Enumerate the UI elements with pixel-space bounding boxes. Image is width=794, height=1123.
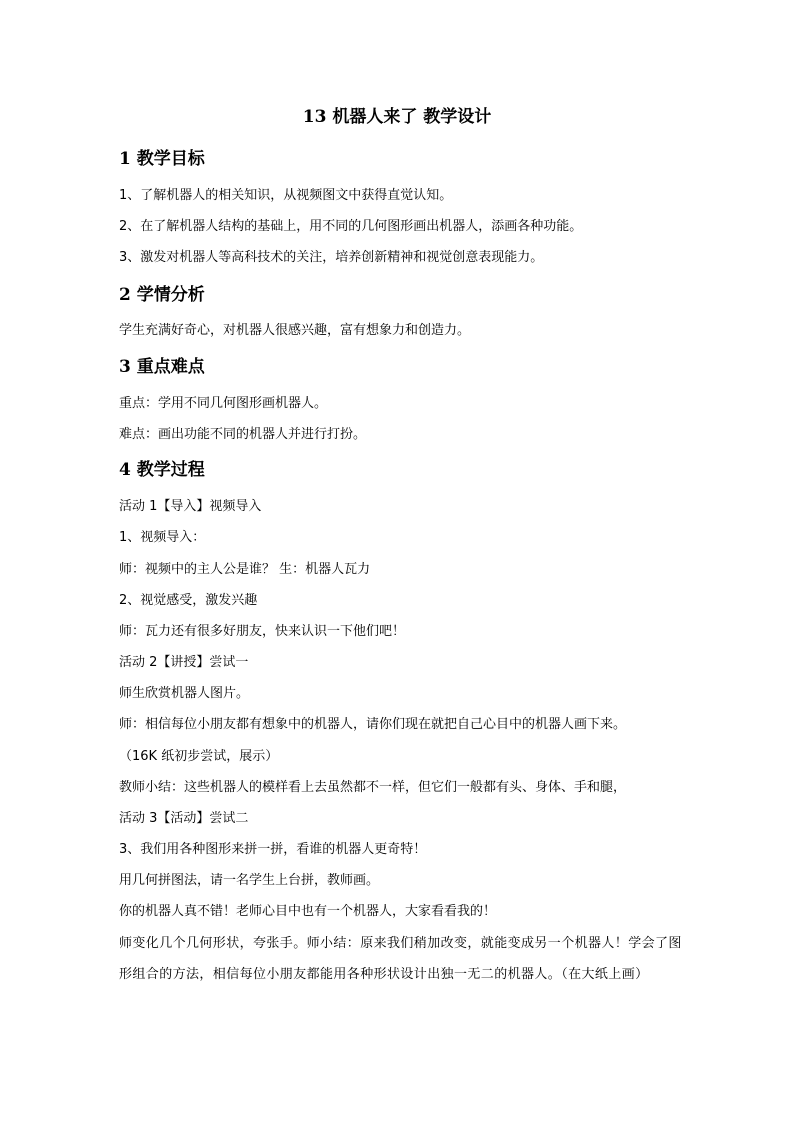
process-line-11: 活动 3【活动】尝试二: [119, 811, 249, 826]
process-line-2: 1、视频导入：: [119, 530, 206, 545]
section-heading-objectives: 1 教学目标: [119, 149, 205, 169]
process-line-12: 3、我们用各种图形来拼一拼，看谁的机器人更奇特！: [119, 842, 427, 857]
process-line-4: 2、视觉感受，激发兴趣: [119, 593, 258, 608]
objective-line-2: 2、在了解机器人结构的基础上，用不同的几何图形画出机器人，添画各种功能。: [119, 219, 583, 234]
process-line-7: 师生欣赏机器人图片。: [119, 686, 250, 701]
process-line-1: 活动 1【导入】视频导入: [119, 499, 262, 514]
process-paragraph-15: 师变化几个几何形状，夸张手。师小结：原来我们稍加改变，就能变成另一个机器人！学会了图形组合的方法，相信每位小朋友都能用各种形状设计出独一无二的机器人。（在大纸上画）: [119, 936, 682, 982]
process-line-9: （16K 纸初步尝试，展示）: [119, 749, 279, 764]
objective-line-3: 3、激发对机器人等高科技术的关注，培养创新精神和视觉创意表现能力。: [119, 250, 544, 265]
process-line-10: 教师小结：这些机器人的模样看上去虽然都不一样，但它们一般都有头、身体、手和腿，: [119, 780, 627, 795]
key-point-line-2: 难点：画出功能不同的机器人并进行打扮。: [119, 427, 367, 442]
process-line-14: 你的机器人真不错！老师心目中也有一个机器人，大家看看我的！: [119, 904, 497, 919]
process-line-13: 用几何拼图法，请一名学生上台拼，教师画。: [119, 873, 380, 888]
section-heading-process: 4 教学过程: [119, 460, 205, 480]
section-heading-analysis: 2 学情分析: [119, 285, 205, 305]
process-line-8: 师：相信每位小朋友都有想象中的机器人，请你们现在就把自己心目中的机器人画下来。: [119, 717, 627, 732]
document-title: 13 机器人来了 教学设计: [302, 107, 492, 127]
section-heading-key-points: 3 重点难点: [119, 357, 205, 377]
analysis-line-1: 学生充满好奇心，对机器人很感兴趣，富有想象力和创造力。: [119, 323, 471, 338]
process-line-6: 活动 2【讲授】尝试一: [119, 655, 249, 670]
objective-line-1: 1、了解机器人的相关知识，从视频图文中获得直觉认知。: [119, 188, 453, 203]
process-line-3: 师：视频中的主人公是谁？ 生：机器人瓦力: [119, 562, 371, 577]
key-point-line-1: 重点：学用不同几何图形画机器人。: [119, 396, 328, 411]
process-line-5: 师：瓦力还有很多好朋友，快来认识一下他们吧！: [119, 624, 406, 639]
